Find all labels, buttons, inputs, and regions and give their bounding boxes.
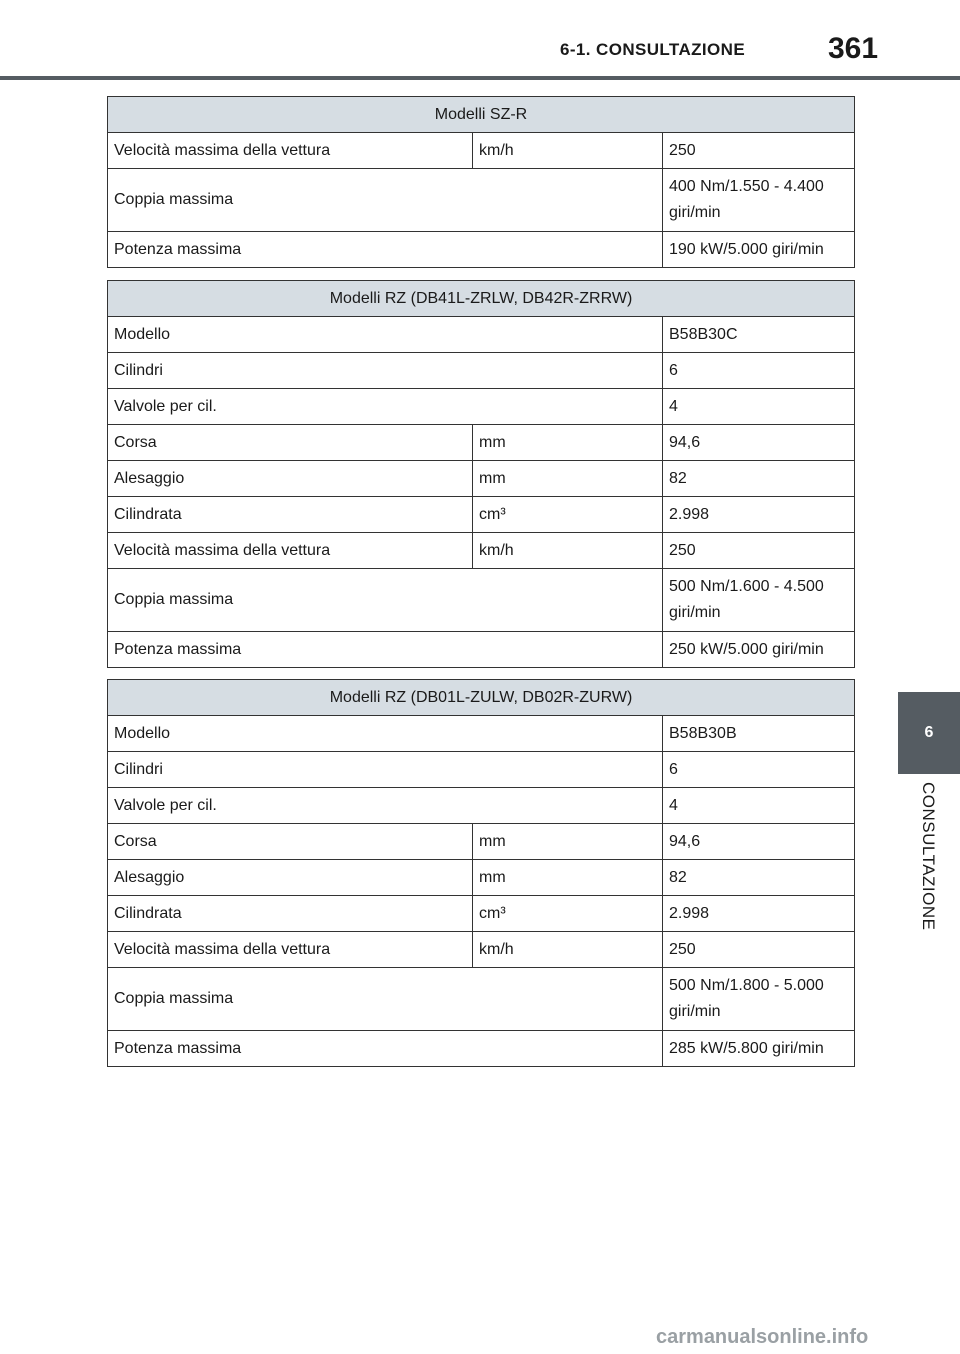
section-title: 6-1. CONSULTAZIONE	[560, 40, 746, 59]
table-row	[108, 752, 855, 788]
spec-label: Valvole per cil.	[108, 788, 663, 824]
table-title: Modelli SZ-R	[108, 97, 855, 133]
table-row	[108, 968, 855, 1031]
spec-value: 4	[663, 788, 855, 824]
table-row	[108, 716, 855, 752]
header-divider	[0, 76, 960, 80]
table-row	[108, 932, 855, 968]
spec-unit: mm	[473, 860, 663, 896]
spec-unit: mm	[473, 824, 663, 860]
chapter-tab	[898, 692, 960, 774]
spec-label: Alesaggio	[108, 860, 473, 896]
spec-value: 250	[663, 133, 855, 169]
spec-table-rz-db01l	[107, 679, 855, 1067]
spec-value: 6	[663, 353, 855, 389]
spec-value: 82	[663, 461, 855, 497]
spec-unit: km/h	[473, 133, 663, 169]
spec-value: 500 Nm/1.800 - 5.000 giri/min	[663, 968, 855, 1031]
spec-value: 250 kW/5.000 giri/min	[663, 632, 855, 668]
spec-unit: cm³	[473, 497, 663, 533]
spec-value: 6	[663, 752, 855, 788]
table-row	[108, 860, 855, 896]
spec-label: Valvole per cil.	[108, 389, 663, 425]
spec-value: 400 Nm/1.550 - 4.400 giri/min	[663, 169, 855, 232]
spec-value: 2.998	[663, 896, 855, 932]
spec-label: Potenza massima	[108, 632, 663, 668]
spec-label: Corsa	[108, 824, 473, 860]
spec-label: Alesaggio	[108, 461, 473, 497]
table-row	[108, 824, 855, 860]
spec-label: Modello	[108, 317, 663, 353]
table-row	[108, 425, 855, 461]
spec-value: 190 kW/5.000 giri/min	[663, 232, 855, 268]
spec-label: Cilindri	[108, 353, 663, 389]
table-row	[108, 169, 855, 232]
spec-label: Corsa	[108, 425, 473, 461]
spec-label: Cilindrata	[108, 497, 473, 533]
spec-unit: km/h	[473, 533, 663, 569]
spec-value: 4	[663, 389, 855, 425]
table-row	[108, 133, 855, 169]
table-row	[108, 317, 855, 353]
spec-value: B58B30B	[663, 716, 855, 752]
spec-label: Potenza massima	[108, 1031, 663, 1067]
table-row	[108, 461, 855, 497]
spec-value: 250	[663, 533, 855, 569]
table-row	[108, 1031, 855, 1067]
table-row	[108, 896, 855, 932]
spec-table-sz-r	[107, 96, 855, 268]
spec-unit: mm	[473, 425, 663, 461]
chapter-number: 6	[924, 724, 934, 741]
spec-unit: km/h	[473, 932, 663, 968]
table-title: Modelli RZ (DB01L-ZULW, DB02R-ZURW)	[108, 680, 855, 716]
spec-label: Cilindri	[108, 752, 663, 788]
spec-value: 500 Nm/1.600 - 4.500 giri/min	[663, 569, 855, 632]
table-title: Modelli RZ (DB41L-ZRLW, DB42R-ZRRW)	[108, 281, 855, 317]
spec-value: 94,6	[663, 824, 855, 860]
spec-label: Coppia massima	[108, 968, 663, 1031]
spec-value: 2.998	[663, 497, 855, 533]
table-row	[108, 533, 855, 569]
table-row	[108, 788, 855, 824]
table-row	[108, 632, 855, 668]
spec-value: B58B30C	[663, 317, 855, 353]
spec-table-rz-db41l	[107, 280, 855, 668]
footer-watermark: carmanualsonline.info	[656, 1326, 869, 1348]
spec-label: Coppia massima	[108, 169, 663, 232]
chapter-label: CONSULTAZIONE	[919, 782, 938, 931]
spec-value: 285 kW/5.800 giri/min	[663, 1031, 855, 1067]
spec-label: Velocità massima della vettura	[108, 133, 473, 169]
spec-label: Cilindrata	[108, 896, 473, 932]
spec-value: 94,6	[663, 425, 855, 461]
table-row	[108, 232, 855, 268]
table-row	[108, 353, 855, 389]
table-row	[108, 497, 855, 533]
spec-value: 250	[663, 932, 855, 968]
spec-label: Potenza massima	[108, 232, 663, 268]
spec-label: Modello	[108, 716, 663, 752]
spec-unit: cm³	[473, 896, 663, 932]
spec-label: Coppia massima	[108, 569, 663, 632]
page-number: 361	[828, 32, 879, 65]
spec-label: Velocità massima della vettura	[108, 932, 473, 968]
table-row	[108, 569, 855, 632]
spec-unit: mm	[473, 461, 663, 497]
table-row	[108, 389, 855, 425]
spec-label: Velocità massima della vettura	[108, 533, 473, 569]
spec-value: 82	[663, 860, 855, 896]
